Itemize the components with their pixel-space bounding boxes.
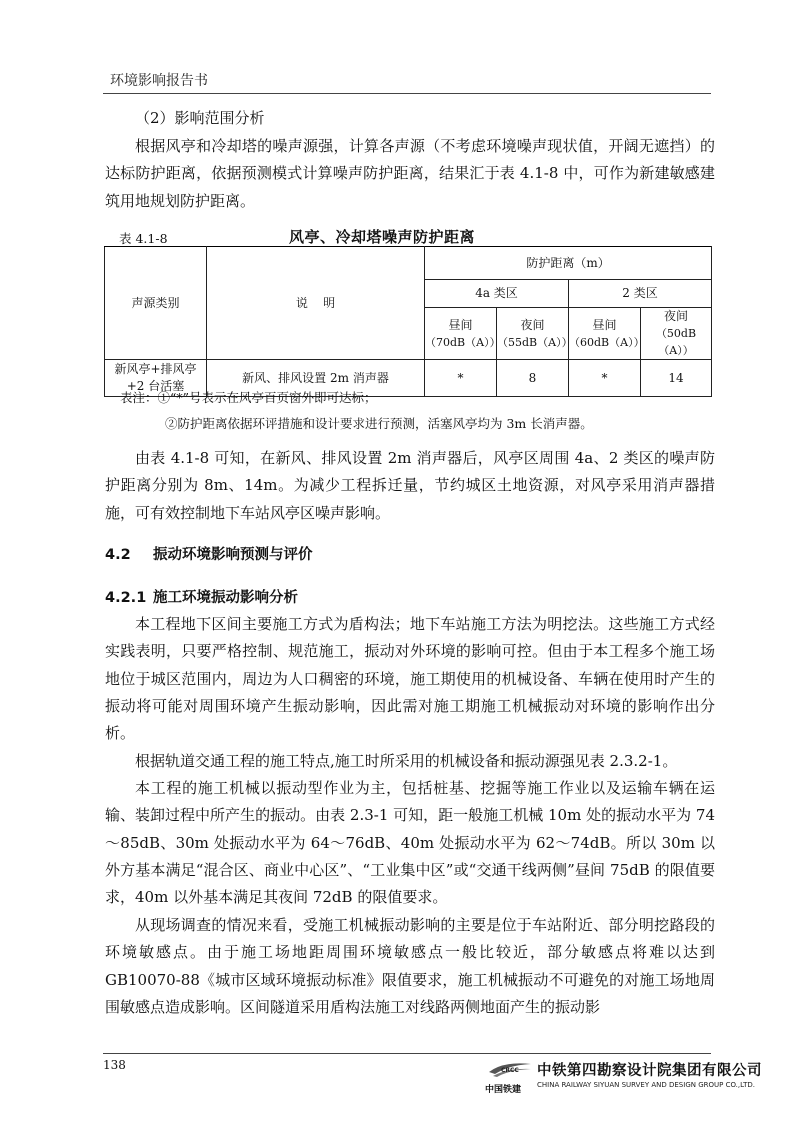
footer-divider (103, 1053, 711, 1054)
company-name-english: CHINA RAILWAY SIYUAN SURVEY AND DESIGN GROUP CO.,LTD. (537, 1081, 755, 1089)
subsection-heading: （2）影响范围分析 (135, 109, 265, 127)
cell-2-night: 14 (641, 360, 712, 397)
cell-4a-night: 8 (497, 360, 569, 397)
svg-text:CRCC: CRCC (501, 1067, 519, 1074)
header-protection-distance: 防护距离（m） (425, 247, 712, 280)
cell-source: 新风亭+排风亭 +2 台活塞 (105, 360, 207, 397)
table-note-2: ②防护距离依据环评措施和设计要求进行预测，活塞风亭均为 3m 长消声器。 (165, 416, 593, 431)
table-note-1: 表注：①“*”号表示在风亭百页窗外即可达标； (120, 390, 377, 405)
table-title: 风亭、冷却塔噪声防护距离 (289, 228, 476, 246)
company-name: 中铁第四勘察设计院集团有限公司 (537, 1063, 762, 1079)
noise-protection-table (104, 246, 712, 397)
header-description: 说 明 (207, 247, 425, 360)
cell-2-day: * (569, 360, 641, 397)
cell-description: 新风、排风设置 2m 消声器 (207, 360, 425, 397)
page-number: 138 (103, 1058, 126, 1072)
document-header-title: 环境影响报告书 (110, 73, 208, 89)
header-divider (103, 93, 711, 94)
paragraph-equipment-reference: 根据轨道交通工程的施工特点,施工时所采用的机械设备和振动源强见表 2.3.2-1。 (135, 752, 678, 770)
crcc-logo-icon (487, 1060, 533, 1078)
table-number: 表 4.1-8 (119, 231, 168, 246)
header-4a-day: 昼间 （70dB（A）） (425, 308, 497, 360)
logo-subtitle: 中国铁建 (485, 1085, 522, 1095)
header-zone-2: 2 类区 (569, 280, 712, 308)
paragraph-field-survey: 从现场调查的情况来看，受施工机械振动影响的主要是位于车站附近、部分明挖路段的环境敏感点。由于施工场地距周围环境敏感点一般比较近，部分敏感点将难以达到 GB10070-88《城市区域环境振动标准》限值要求，施工机械振动不可避免的对施工场地周围敏感点造成影响。区间隧道采用盾构法施工对线路两侧地面产生的振动影 (105, 916, 715, 1016)
paragraph-table-conclusion: 由表 4.1-8 可知，在新风、排风设置 2m 消声器后，风亭区周围 4a、2 类区的噪声防护距离分别为 8m、14m。为减少工程拆迁量，节约城区土地资源，对风亭采用消声器措施，可有效控制地下车站风亭区噪声影响。 (105, 449, 715, 522)
header-zone-4a: 4a 类区 (425, 280, 569, 308)
section-heading-4-2: 4.2 振动环境影响预测与评价 (105, 547, 313, 563)
header-source-type: 声源类别 (105, 247, 207, 360)
header-4a-night: 夜间 （55dB（A）） (497, 308, 569, 360)
cell-4a-day: * (425, 360, 497, 397)
header-2-day: 昼间 （60dB（A）） (569, 308, 641, 360)
paragraph-vibration-levels: 本工程的施工机械以振动型作业为主，包括桩基、挖掘等施工作业以及运输车辆在运输、装卸过程中所产生的振动。由表 2.3-1 可知，距一般施工机械 10m 处的振动水平为 74～85dB、30m 处振动水平为 64～76dB、40m 处振动水平为 62～74dB。所以 30m 以外方基本满足“混合区、商业中心区”、“工业集中区”或“交通干线两侧”昼间 75dB 的限值要求，40m 以外基本满足其夜间 72dB 的限值要求。 (105, 779, 715, 907)
section-heading-4-2-1: 4.2.1 施工环境振动影响分析 (105, 590, 298, 606)
paragraph-construction-methods: 本工程地下区间主要施工方式为盾构法；地下车站施工方法为明挖法。这些施工方式经实践表明，只要严格控制、规范施工，振动对外环境的影响可控。但由于本工程多个施工场地位于城区范围内，周边为人口稠密的环境，施工期使用的机械设备、车辆在使用时产生的振动将可能对周围环境产生振动影响，因此需对施工期施工机械振动对环境的影响作出分析。 (105, 615, 715, 743)
paragraph-impact-range: 根据风亭和冷却塔的噪声源强，计算各声源（不考虑环境噪声现状值，开阔无遮挡）的达标防护距离，依据预测模式计算噪声防护距离，结果汇于表 4.1-8 中，可作为新建敏感建筑用地规划防护距离。 (105, 137, 715, 210)
header-2-night: 夜间 （50dB（A）） (641, 308, 712, 360)
